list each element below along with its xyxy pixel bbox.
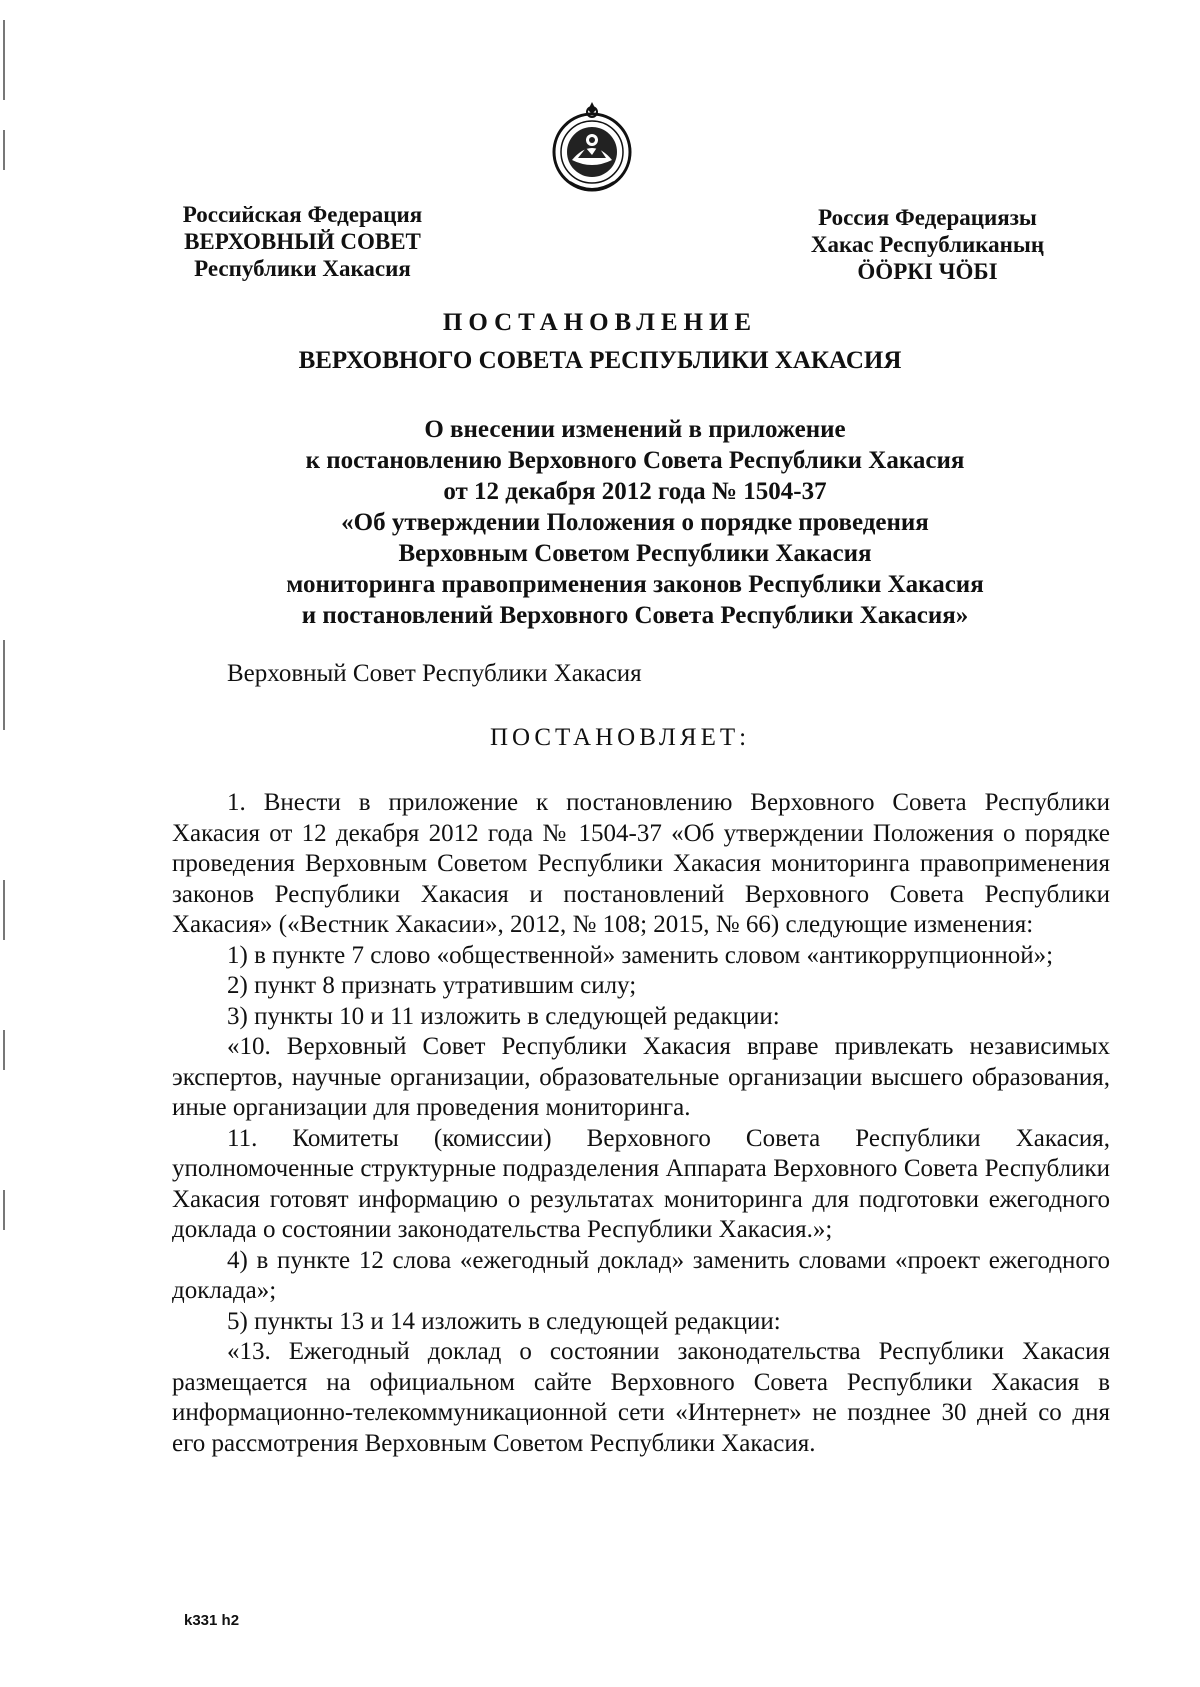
decides-heading: ПОСТАНОВЛЯЕТ: [489, 724, 751, 751]
scan-edge-mark [3, 20, 5, 100]
subject-line: Верховным Советом Республики Хакасия [398, 540, 872, 567]
scan-edge-mark [3, 1030, 5, 1070]
header-republic: Республики Хакасия [194, 256, 411, 281]
body-paragraph: 3) пункты 10 и 11 изложить в следующей редакции: [227, 1002, 780, 1030]
body-paragraph: «10. Верховный Совет Республики Хакасия вправе привлекать независимых экспертов, научные организации, образовательные организации высшего образования, иные организации для проведения мониторинга. [172, 1033, 1110, 1121]
scan-edge-mark [3, 1190, 5, 1230]
document-subject [200, 414, 1070, 631]
enacting-body: Верховный Совет Республики Хакасия [227, 660, 642, 687]
subject-line: О внесении изменений в приложение [424, 416, 846, 443]
document-code: k331 h2 [184, 1612, 240, 1629]
subject-line: от 12 декабря 2012 года № 1504-37 [443, 478, 827, 505]
document-type-title: ПОСТАНОВЛЕНИЕ [442, 309, 758, 336]
header-organ-khakas: ӦӦРКІ ЧӦБІ [857, 259, 998, 284]
body-paragraph: 1. Внести в приложение к постановлению Верховного Совета Республики Хакасия от 12 декабря 2012 года № 1504-37 «Об утверждении Положения о порядке проведения Верховным Советом Республики Хакасия мониторинга правоприменения законов Республики Хакасия и постановлений Верховного Совета Республики Хакасия» («Вестник Хакасии», 2012, № 108; 2015, № 66) следующие изменения: [172, 789, 1110, 938]
header-republic-khakas: Хакас Республиканың [810, 232, 1045, 257]
scan-edge-mark [3, 130, 5, 170]
subject-line: мониторинга правоприменения законов Республики Хакасия [286, 571, 984, 598]
issuer-header-khakas [800, 204, 1055, 285]
scan-edge-mark [3, 640, 5, 730]
coat-of-arms-emblem-icon [552, 100, 632, 196]
scan-edge-mark [3, 880, 5, 940]
body-paragraph: 2) пункт 8 признать утратившим силу; [227, 972, 637, 999]
body-paragraph: «13. Ежегодный доклад о состоянии законодательства Республики Хакасия размещается на официальном сайте Верховного Совета Республики Хакасия в информационно-телекоммуникационной сети «Интернет» не позднее 30 дней со дня его рассмотрения Верховным Советом Республики Хакасия. [172, 1338, 1110, 1457]
document-body [172, 788, 1110, 1459]
body-paragraph: 5) пункты 13 и 14 изложить в следующей редакции: [227, 1307, 781, 1335]
subject-line: и постановлений Верховного Совета Республики Хакасия» [301, 602, 969, 629]
body-paragraph: 11. Комитеты (комиссии) Верховного Совета Республики Хакасия, уполномоченные структурные подразделения Аппарата Верховного Совета Республики Хакасия готовят информацию о результатах мониторинга для подготовки ежегодного доклада о состоянии законодательства Республики Хакасия.»; [172, 1124, 1110, 1243]
body-paragraph: 1) в пункте 7 слово «общественной» заменить словом «антикоррупционной»; [227, 941, 1054, 969]
header-organ: ВЕРХОВНЫЙ СОВЕТ [184, 229, 421, 254]
header-country-khakas: Россия Федерациязы [818, 205, 1037, 230]
body-paragraph: 4) в пункте 12 слова «ежегодный доклад» заменить словами «проект ежегодного доклада»; [172, 1246, 1110, 1304]
subject-line: «Об утверждении Положения о порядке проведения [341, 509, 929, 536]
header-country: Российская Федерация [182, 202, 423, 227]
document-issuer-title: ВЕРХОВНОГО СОВЕТА РЕСПУБЛИКИ ХАКАСИЯ [298, 347, 902, 374]
issuer-header-russian [170, 201, 435, 282]
subject-line: к постановлению Верховного Совета Республики Хакасия [305, 447, 965, 474]
